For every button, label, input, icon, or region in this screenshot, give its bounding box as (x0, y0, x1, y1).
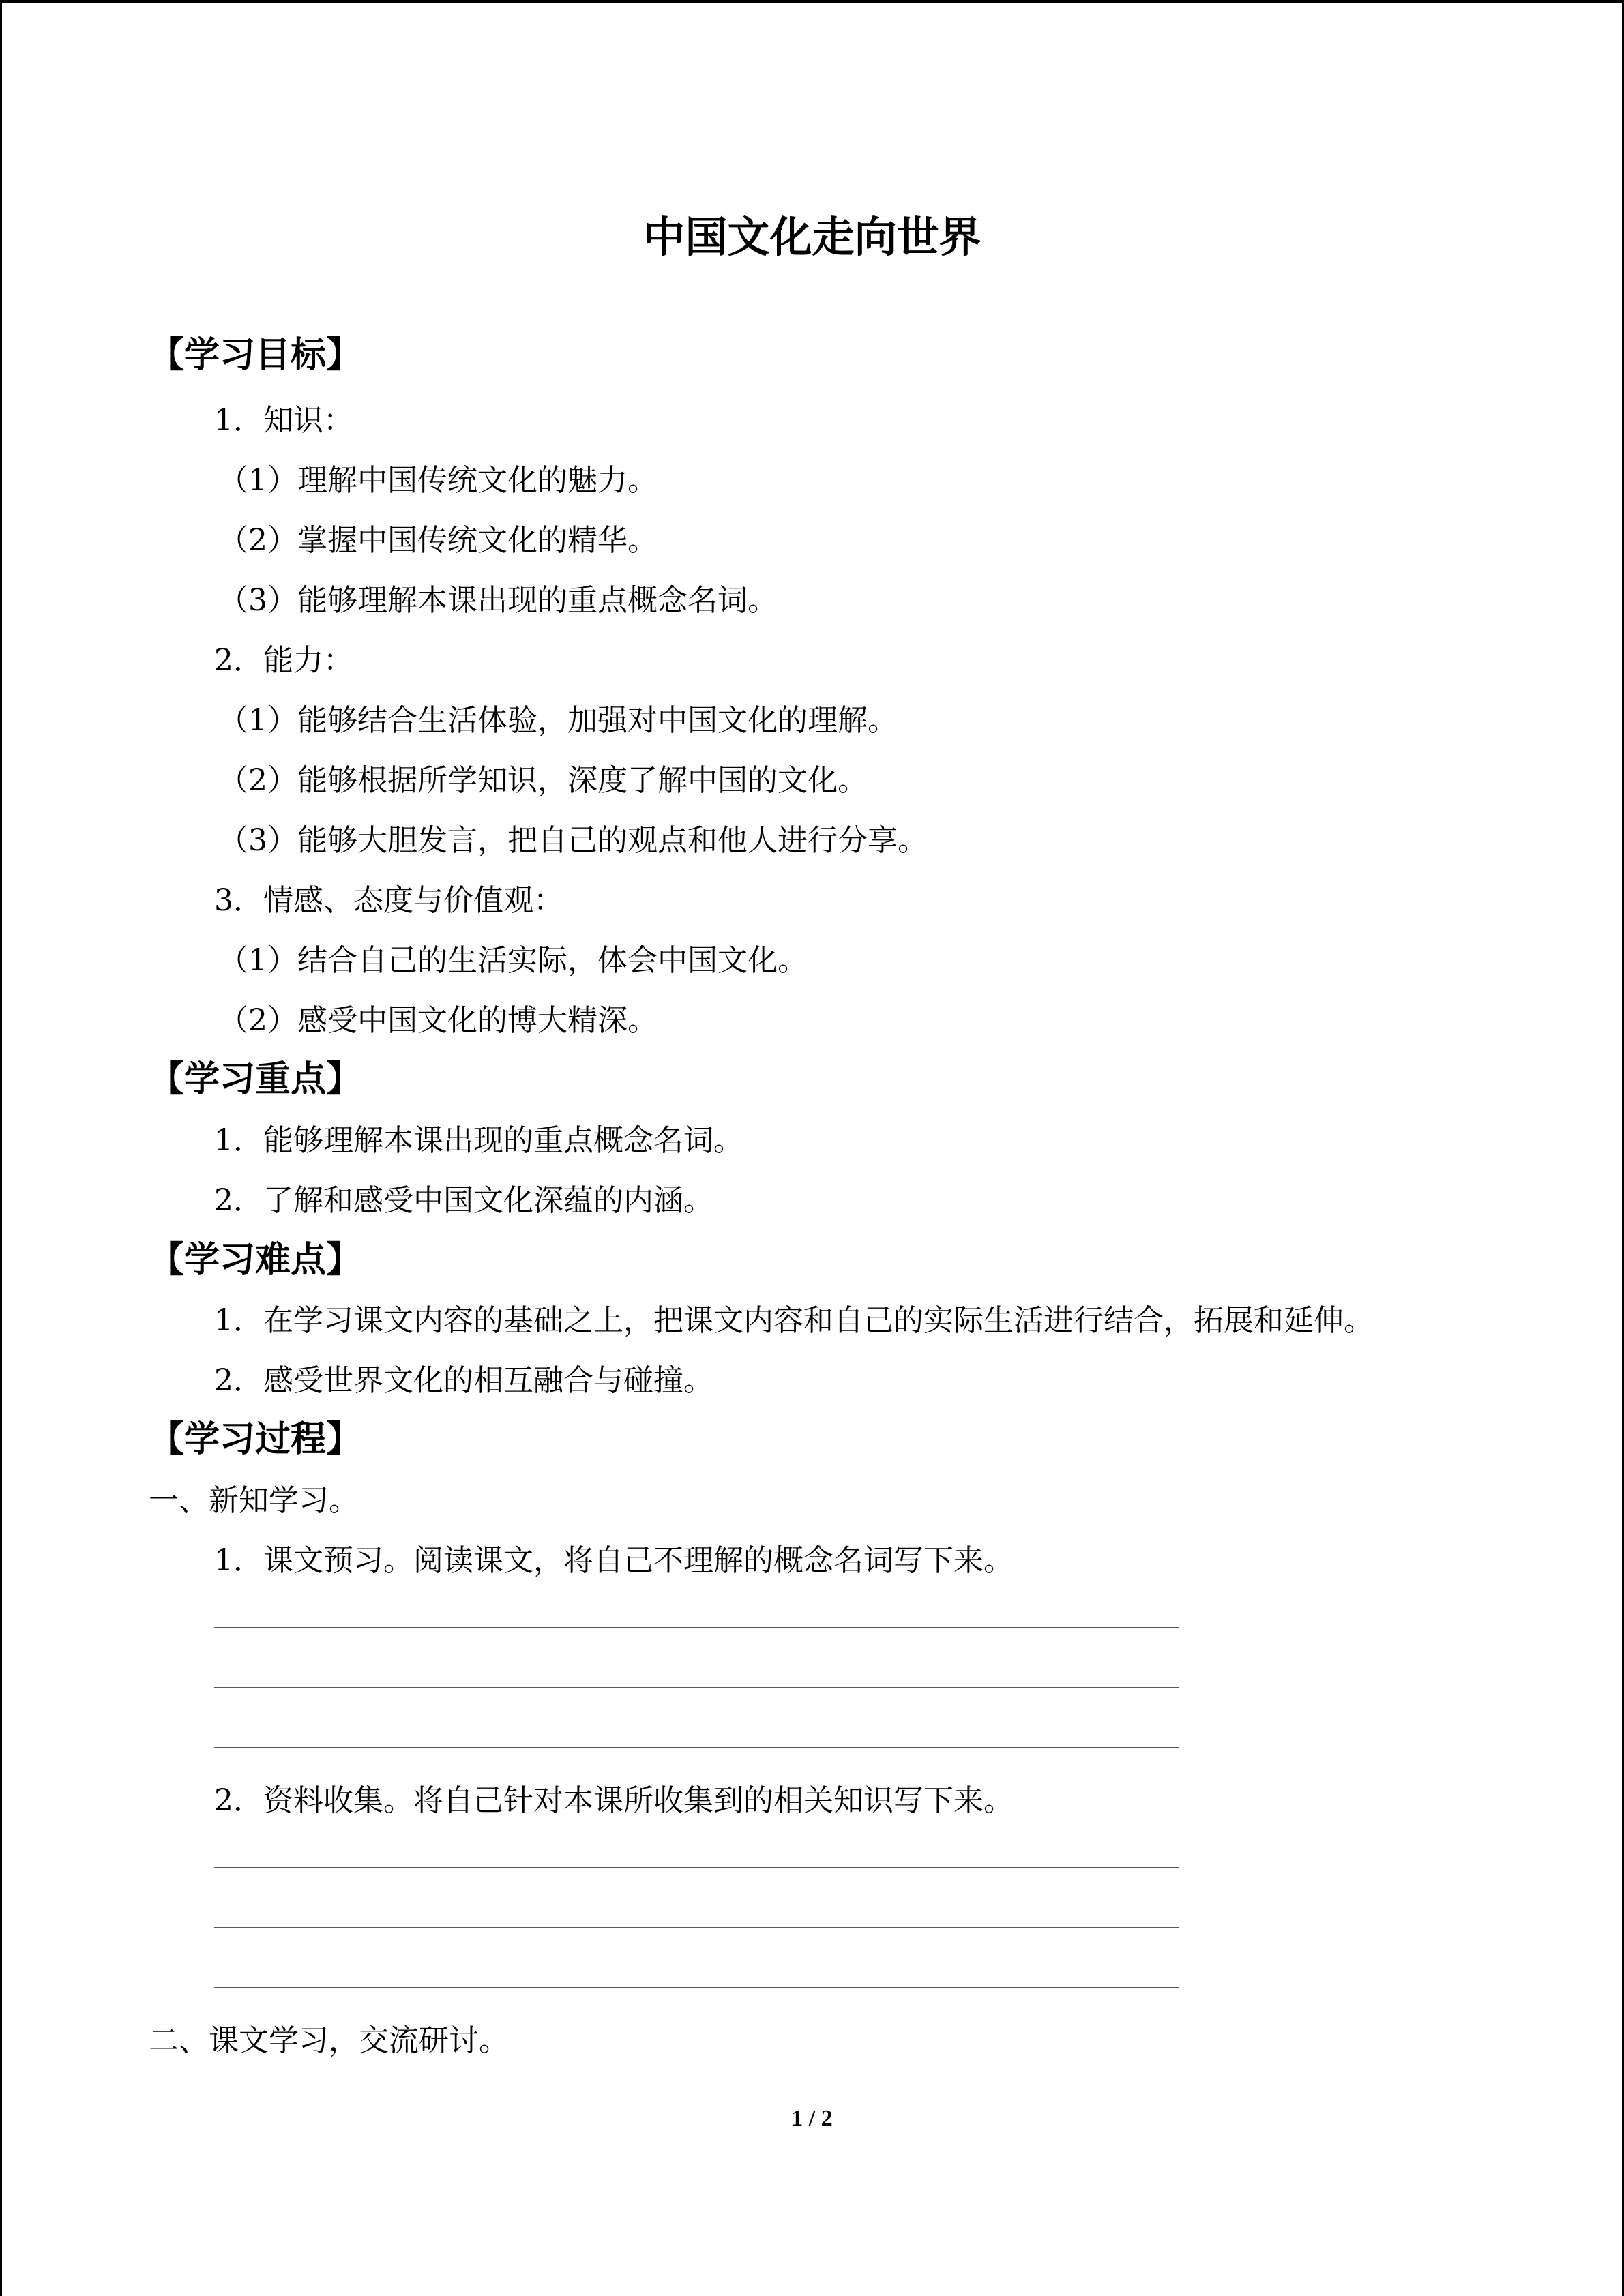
answer-line[interactable] (214, 1987, 1179, 1988)
objective-emotion-item: （1）结合自己的生活实际，体会中国文化。 (218, 943, 808, 978)
answer-line[interactable] (214, 1867, 1179, 1868)
answer-line[interactable] (214, 1627, 1179, 1628)
objective-knowledge-item: （3）能够理解本课出现的重点概念名词。 (218, 583, 778, 618)
key-point-item: 1．能够理解本课出现的重点概念名词。 (214, 1123, 743, 1158)
page-border-left (0, 0, 2, 2296)
page-title: 中国文化走向世界 (643, 212, 981, 262)
answer-line[interactable] (214, 1747, 1179, 1748)
objective-ability-label: 2．能力： (214, 643, 353, 678)
objective-emotion-label: 3．情感、态度与价值观： (214, 883, 563, 918)
objective-emotion-item: （2）感受中国文化的博大精深。 (218, 1003, 658, 1038)
answer-line[interactable] (214, 1927, 1179, 1928)
process-task1: 1．课文预习。阅读课文，将自己不理解的概念名词写下来。 (214, 1543, 1014, 1578)
answer-line[interactable] (214, 1687, 1179, 1688)
objective-knowledge-item: （2）掌握中国传统文化的精华。 (218, 523, 658, 558)
process-part2-label: 二、课文学习，交流研讨。 (149, 2023, 509, 2058)
page-number: 1 / 2 (791, 2106, 833, 2131)
objective-ability-item: （2）能够根据所学知识，深度了解中国的文化。 (218, 763, 868, 798)
process-task2: 2．资料收集。将自己针对本课所收集到的相关知识写下来。 (214, 1783, 1014, 1818)
heading-process: 【学习过程】 (149, 1419, 362, 1460)
objective-knowledge-label: 1．知识： (214, 403, 353, 438)
objective-knowledge-item: （1）理解中国传统文化的魅力。 (218, 463, 658, 498)
difficulty-item: 2．感受世界文化的相互融合与碰撞。 (214, 1363, 713, 1398)
page-border-top (0, 0, 1624, 3)
objective-ability-item: （1）能够结合生活体验，加强对中国文化的理解。 (218, 703, 898, 738)
heading-key-points: 【学习重点】 (149, 1059, 362, 1100)
key-point-item: 2．了解和感受中国文化深蕴的内涵。 (214, 1183, 713, 1218)
difficulty-item: 1．在学习课文内容的基础之上，把课文内容和自己的实际生活进行结合，拓展和延伸。 (214, 1303, 1374, 1338)
heading-difficulties: 【学习难点】 (149, 1240, 362, 1281)
heading-objectives: 【学习目标】 (149, 335, 362, 376)
objective-ability-item: （3）能够大胆发言，把自己的观点和他人进行分享。 (218, 823, 928, 858)
process-part1-label: 一、新知学习。 (149, 1483, 359, 1518)
